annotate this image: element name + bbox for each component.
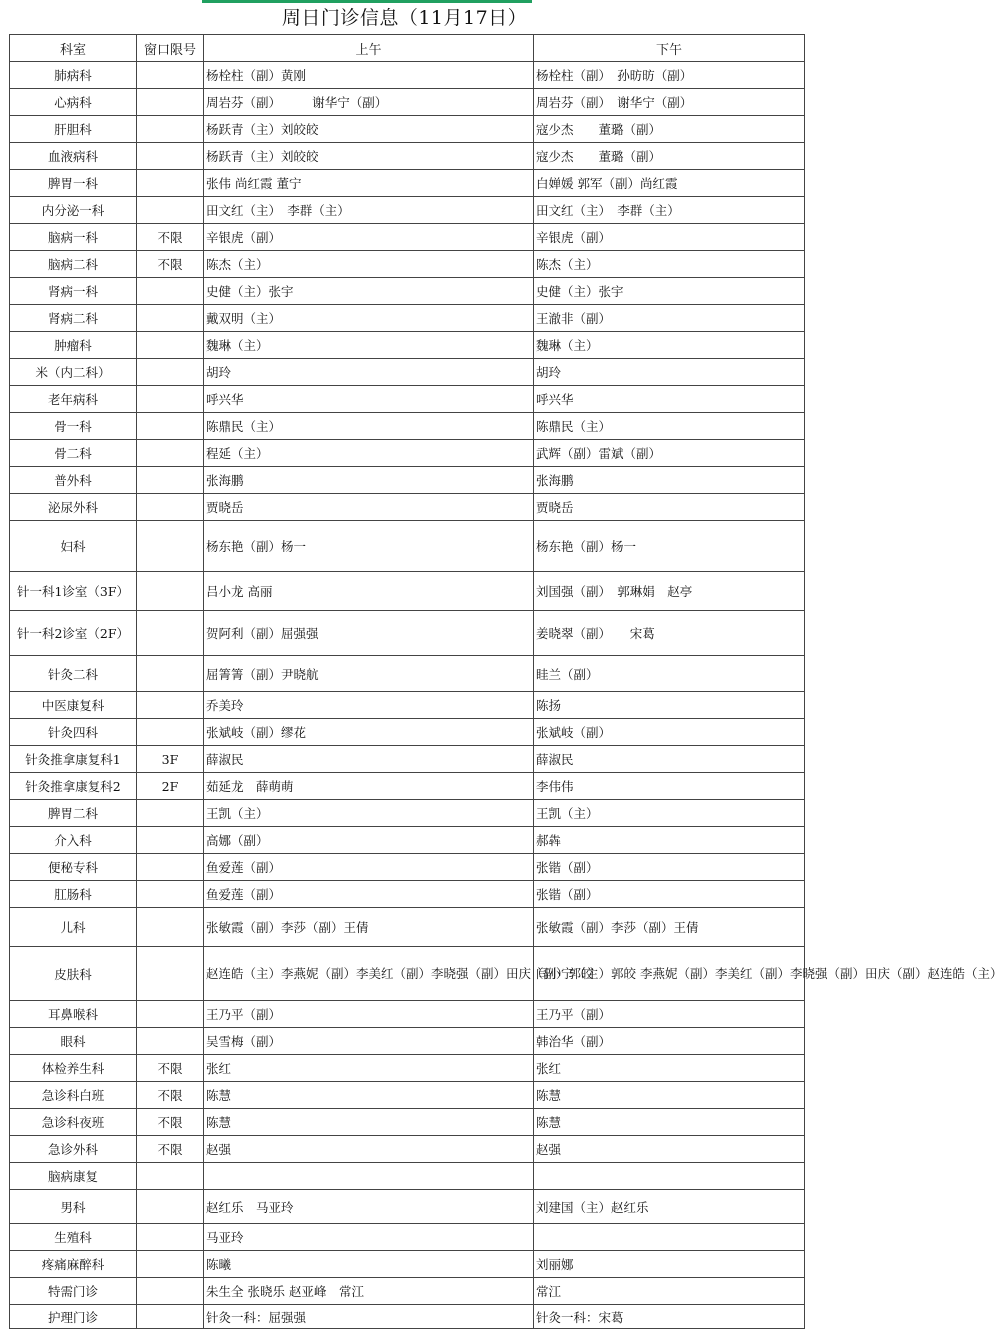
dept-cell: 眼科 [10, 1028, 137, 1055]
table-row [10, 224, 805, 251]
pm-cell: 田文红（主） 李群（主） [534, 197, 805, 224]
am-cell: 赵红乐 马亚玲 [204, 1190, 534, 1224]
am-cell: 陈曦 [204, 1251, 534, 1278]
pm-cell: 闫小宁（主）郭皎 李燕妮（副）李美红（副）李晓强（副）田庆（副）赵连皓（主） [534, 947, 805, 1001]
am-cell: 辛银虎（副） [204, 224, 534, 251]
limit-cell [137, 719, 204, 746]
table-row [10, 170, 805, 197]
am-cell: 屈箐箐（副）尹晓航 [204, 656, 534, 692]
dept-cell: 脑病二科 [10, 251, 137, 278]
am-cell: 茹延龙 薛萌萌 [204, 773, 534, 800]
dept-cell: 针灸推拿康复科1 [10, 746, 137, 773]
am-cell: 贾晓岳 [204, 494, 534, 521]
am-cell: 杨栓柱（副）黄刚 [204, 62, 534, 89]
am-cell: 周岩芬（副） 谢华宁（副） [204, 89, 534, 116]
table-row [10, 116, 805, 143]
pm-cell: 张锴（副） [534, 854, 805, 881]
limit-cell [137, 494, 204, 521]
table-row [10, 746, 805, 773]
am-cell: 鱼爱莲（副） [204, 881, 534, 908]
header-dept: 科室 [10, 35, 137, 62]
limit-cell [137, 143, 204, 170]
am-cell: 赵强 [204, 1136, 534, 1163]
header-am: 上午 [204, 35, 534, 62]
dept-cell: 体检养生科 [10, 1055, 137, 1082]
am-cell: 鱼爱莲（副） [204, 854, 534, 881]
table-row [10, 854, 805, 881]
table-row [10, 827, 805, 854]
limit-cell: 不限 [137, 1055, 204, 1082]
limit-cell [137, 467, 204, 494]
am-cell: 吕小龙 高丽 [204, 572, 534, 611]
dept-cell: 脾胃一科 [10, 170, 137, 197]
limit-cell [137, 572, 204, 611]
limit-cell [137, 332, 204, 359]
am-cell: 张斌岐（副）缪花 [204, 719, 534, 746]
dept-cell: 内分泌一科 [10, 197, 137, 224]
dept-cell: 介入科 [10, 827, 137, 854]
dept-cell: 肿瘤科 [10, 332, 137, 359]
pm-cell: 胡玲 [534, 359, 805, 386]
table-row [10, 1251, 805, 1278]
dept-cell: 米（内二科） [10, 359, 137, 386]
pm-cell: 杨栓柱（副） 孙昉昉（副） [534, 62, 805, 89]
header-pm: 下午 [534, 35, 805, 62]
limit-cell [137, 1305, 204, 1329]
table-row [10, 1224, 805, 1251]
limit-cell [137, 170, 204, 197]
pm-cell: 武辉（副）雷斌（副） [534, 440, 805, 467]
pm-cell: 刘建国（主）赵红乐 [534, 1190, 805, 1224]
limit-cell [137, 908, 204, 947]
pm-cell [534, 1163, 805, 1190]
pm-cell: 贾晓岳 [534, 494, 805, 521]
pm-cell: 张锴（副） [534, 881, 805, 908]
limit-cell: 3F [137, 746, 204, 773]
table-row [10, 656, 805, 692]
dept-cell: 肛肠科 [10, 881, 137, 908]
am-cell: 吴雪梅（副） [204, 1028, 534, 1055]
limit-cell: 2F [137, 773, 204, 800]
am-cell: 田文红（主） 李群（主） [204, 197, 534, 224]
dept-cell: 针一科2诊室（2F） [10, 611, 137, 656]
page-title: 周日门诊信息（11月17日） [281, 7, 528, 29]
pm-cell: 王澈非（副） [534, 305, 805, 332]
table-row [10, 1190, 805, 1224]
limit-cell [137, 1001, 204, 1028]
table-row [10, 1278, 805, 1305]
limit-cell [137, 1224, 204, 1251]
am-cell: 张红 [204, 1055, 534, 1082]
pm-cell: 寇少杰 董璐（副） [534, 116, 805, 143]
am-cell: 薛淑民 [204, 746, 534, 773]
schedule-body [10, 62, 1002, 1329]
table-row [10, 521, 805, 572]
table-row [10, 773, 805, 800]
dept-cell: 疼痛麻醉科 [10, 1251, 137, 1278]
dept-cell: 针一科1诊室（3F） [10, 572, 137, 611]
limit-cell: 不限 [137, 1082, 204, 1109]
table-row [10, 413, 805, 440]
table-row [10, 719, 805, 746]
table-row [10, 908, 805, 947]
dept-cell: 脑病一科 [10, 224, 137, 251]
dept-cell: 耳鼻喉科 [10, 1001, 137, 1028]
dept-cell: 急诊外科 [10, 1136, 137, 1163]
table-row [10, 89, 805, 116]
limit-cell [137, 521, 204, 572]
am-cell: 王凯（主） [204, 800, 534, 827]
table-row [10, 881, 805, 908]
pm-cell: 眭兰（副） [534, 656, 805, 692]
table-row [10, 386, 805, 413]
pm-cell: 张敏霞（副）李莎（副）王倩 [534, 908, 805, 947]
dept-cell: 肾病二科 [10, 305, 137, 332]
dept-cell: 妇科 [10, 521, 137, 572]
am-cell: 高娜（副） [204, 827, 534, 854]
pm-cell: 王乃平（副） [534, 1001, 805, 1028]
dept-cell: 心病科 [10, 89, 137, 116]
am-cell: 张敏霞（副）李莎（副）王倩 [204, 908, 534, 947]
pm-cell: 寇少杰 董璐（副） [534, 143, 805, 170]
am-cell: 陈慧 [204, 1109, 534, 1136]
dept-cell: 生殖科 [10, 1224, 137, 1251]
dept-cell: 中医康复科 [10, 692, 137, 719]
limit-cell [137, 1028, 204, 1055]
dept-cell: 肝胆科 [10, 116, 137, 143]
pm-cell: 张红 [534, 1055, 805, 1082]
table-row [10, 1136, 805, 1163]
pm-cell: 赵强 [534, 1136, 805, 1163]
limit-cell [137, 1163, 204, 1190]
table-row [10, 1109, 805, 1136]
table-row [10, 467, 805, 494]
am-cell: 史健（主）张宇 [204, 278, 534, 305]
pm-cell [534, 1224, 805, 1251]
am-cell: 乔美玲 [204, 692, 534, 719]
am-cell: 呼兴华 [204, 386, 534, 413]
pm-cell: 陈扬 [534, 692, 805, 719]
table-row [10, 278, 805, 305]
am-cell: 杨东艳（副）杨一 [204, 521, 534, 572]
table-row [10, 62, 805, 89]
table-row [10, 800, 805, 827]
limit-cell [137, 827, 204, 854]
table-row [10, 1305, 805, 1329]
limit-cell [137, 611, 204, 656]
table-row [10, 572, 805, 611]
pm-cell: 李伟伟 [534, 773, 805, 800]
am-cell: 赵连皓（主）李燕妮（副）李美红（副）李晓强（副）田庆（副）郭皎 [204, 947, 534, 1001]
am-cell: 陈鼎民（主） [204, 413, 534, 440]
table-row [10, 305, 805, 332]
pm-cell: 张海鹏 [534, 467, 805, 494]
table-row [10, 332, 805, 359]
limit-cell: 不限 [137, 1136, 204, 1163]
pm-cell: 常江 [534, 1278, 805, 1305]
am-cell: 马亚玲 [204, 1224, 534, 1251]
limit-cell [137, 197, 204, 224]
limit-cell [137, 656, 204, 692]
dept-cell: 脑病康复 [10, 1163, 137, 1190]
limit-cell [137, 440, 204, 467]
pm-cell: 呼兴华 [534, 386, 805, 413]
dept-cell: 骨一科 [10, 413, 137, 440]
limit-cell [137, 881, 204, 908]
am-cell: 陈杰（主） [204, 251, 534, 278]
limit-cell [137, 1251, 204, 1278]
limit-cell [137, 800, 204, 827]
am-cell: 陈慧 [204, 1082, 534, 1109]
clinic-schedule-table [9, 34, 1002, 1329]
dept-cell: 男科 [10, 1190, 137, 1224]
am-cell: 张伟 尚红霞 董宁 [204, 170, 534, 197]
am-cell: 张海鹏 [204, 467, 534, 494]
dept-cell: 脾胃二科 [10, 800, 137, 827]
dept-cell: 骨二科 [10, 440, 137, 467]
pm-cell: 姜晓翠（副） 宋葛 [534, 611, 805, 656]
dept-cell: 护理门诊 [10, 1305, 137, 1329]
am-cell: 程延（主） [204, 440, 534, 467]
table-header-row [10, 35, 805, 62]
limit-cell: 不限 [137, 251, 204, 278]
limit-cell: 不限 [137, 224, 204, 251]
pm-cell: 陈杰（主） [534, 251, 805, 278]
pm-cell: 刘国强（副） 郭琳娟 赵亭 [534, 572, 805, 611]
am-cell: 朱生全 张晓乐 赵亚峰 常江 [204, 1278, 534, 1305]
am-cell: 杨跃青（主）刘皎皎 [204, 116, 534, 143]
limit-cell [137, 386, 204, 413]
dept-cell: 便秘专科 [10, 854, 137, 881]
dept-cell: 皮肤科 [10, 947, 137, 1001]
pm-cell: 史健（主）张宇 [534, 278, 805, 305]
limit-cell [137, 1190, 204, 1224]
table-row [10, 143, 805, 170]
table-row [10, 1001, 805, 1028]
limit-cell [137, 62, 204, 89]
pm-cell: 薛淑民 [534, 746, 805, 773]
dept-cell: 老年病科 [10, 386, 137, 413]
pm-cell: 针灸一科：宋葛 [534, 1305, 805, 1329]
limit-cell [137, 305, 204, 332]
am-cell: 杨跃青（主）刘皎皎 [204, 143, 534, 170]
am-cell [204, 1163, 534, 1190]
dept-cell: 急诊科夜班 [10, 1109, 137, 1136]
table-row [10, 359, 805, 386]
pm-cell: 刘丽娜 [534, 1251, 805, 1278]
table-row [10, 611, 805, 656]
am-cell: 贺阿利（副）屈强强 [204, 611, 534, 656]
dept-cell: 特需门诊 [10, 1278, 137, 1305]
limit-cell [137, 359, 204, 386]
table-row [10, 692, 805, 719]
dept-cell: 针灸四科 [10, 719, 137, 746]
table-row [10, 494, 805, 521]
pm-cell: 韩治华（副） [534, 1028, 805, 1055]
table-row [10, 1163, 805, 1190]
am-cell: 王乃平（副） [204, 1001, 534, 1028]
limit-cell [137, 692, 204, 719]
limit-cell [137, 278, 204, 305]
limit-cell: 不限 [137, 1109, 204, 1136]
dept-cell: 肺病科 [10, 62, 137, 89]
dept-cell: 儿科 [10, 908, 137, 947]
pm-cell: 张斌岐（副） [534, 719, 805, 746]
table-row [10, 1055, 805, 1082]
limit-cell [137, 89, 204, 116]
am-cell: 针灸一科：屈强强 [204, 1305, 534, 1329]
pm-cell: 王凯（主） [534, 800, 805, 827]
limit-cell [137, 413, 204, 440]
am-cell: 魏琳（主） [204, 332, 534, 359]
pm-cell: 陈慧 [534, 1082, 805, 1109]
pm-cell: 魏琳（主） [534, 332, 805, 359]
header-limit: 窗口限号 [137, 35, 204, 62]
pm-cell: 陈慧 [534, 1109, 805, 1136]
table-row [10, 197, 805, 224]
dept-cell: 针灸推拿康复科2 [10, 773, 137, 800]
dept-cell: 普外科 [10, 467, 137, 494]
am-cell: 戴双明（主） [204, 305, 534, 332]
table-row [10, 1028, 805, 1055]
pm-cell: 郝犇 [534, 827, 805, 854]
table-row [10, 251, 805, 278]
limit-cell [137, 1278, 204, 1305]
limit-cell [137, 854, 204, 881]
pm-cell: 白婵媛 郭军（副）尚红霞 [534, 170, 805, 197]
table-row [10, 947, 805, 1001]
dept-cell: 急诊科白班 [10, 1082, 137, 1109]
pm-cell: 杨东艳（副）杨一 [534, 521, 805, 572]
limit-cell [137, 947, 204, 1001]
pm-cell: 辛银虎（副） [534, 224, 805, 251]
pm-cell: 周岩芬（副） 谢华宁（副） [534, 89, 805, 116]
limit-cell [137, 116, 204, 143]
am-cell: 胡玲 [204, 359, 534, 386]
dept-cell: 血液病科 [10, 143, 137, 170]
table-row [10, 440, 805, 467]
dept-cell: 泌尿外科 [10, 494, 137, 521]
table-row [10, 1082, 805, 1109]
dept-cell: 针灸二科 [10, 656, 137, 692]
pm-cell: 陈鼎民（主） [534, 413, 805, 440]
dept-cell: 肾病一科 [10, 278, 137, 305]
